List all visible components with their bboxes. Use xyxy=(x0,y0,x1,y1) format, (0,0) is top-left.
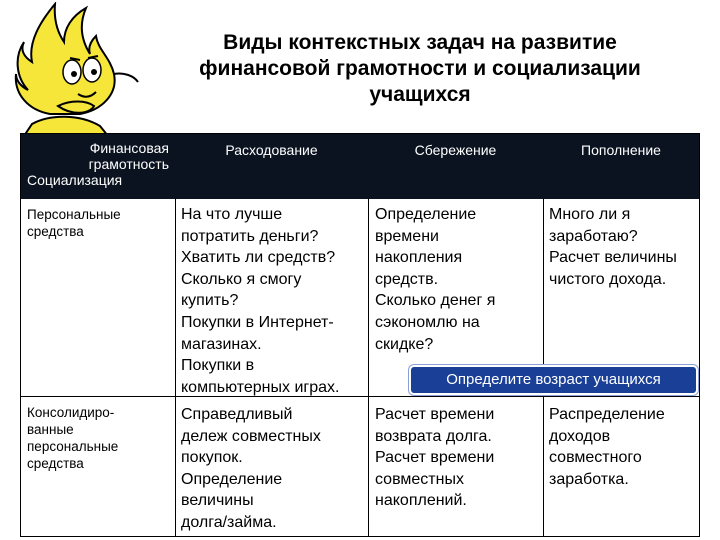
cell-line: совместных xyxy=(375,470,464,488)
cell-line: Определение xyxy=(375,206,477,223)
column-header-saving: Сбережение xyxy=(368,134,543,199)
row-label-line: средства xyxy=(27,456,84,471)
title-line-3: учащихся xyxy=(369,83,471,106)
cell-line: Расчет времени xyxy=(375,406,495,423)
slide-title xyxy=(160,30,680,108)
cell-line: Сколько я смогу xyxy=(181,270,302,288)
title-line-2: финансовой грамотности и социализации xyxy=(199,57,641,80)
header-corner-cell xyxy=(21,134,175,199)
cell-line: заработка. xyxy=(549,470,629,488)
cell-line: заработаю? xyxy=(549,227,638,245)
cell-line: средств. xyxy=(375,270,439,288)
column-header-spending: Расходование xyxy=(175,134,368,199)
row-label-line: Персональные xyxy=(27,207,121,222)
cell-line: На что лучше xyxy=(181,206,283,223)
cell-line: Распределение xyxy=(549,406,665,423)
cell-line: накопления xyxy=(375,249,463,267)
cell-line: покупок. xyxy=(181,449,243,467)
table-cell-replenishment-consolidated xyxy=(549,404,665,490)
cell-line: Определение xyxy=(181,470,283,488)
row-label-personal-funds xyxy=(27,206,172,240)
row-divider xyxy=(21,396,699,397)
cell-line: возврата долга. xyxy=(375,427,492,445)
table-cell-saving-personal xyxy=(375,204,495,355)
context-tasks-table xyxy=(20,133,700,537)
cell-line: Сколько денег я xyxy=(375,292,496,310)
row-label-line: персональные xyxy=(27,439,119,454)
cell-line: долга/займа. xyxy=(181,513,277,531)
row-label-line: Консолидиро- xyxy=(27,405,115,420)
cell-line: скидке? xyxy=(375,335,434,353)
table-cell-spending-personal xyxy=(181,204,339,398)
cell-line: Расчет величины xyxy=(549,249,677,267)
cell-line: Хватить ли средств? xyxy=(181,249,336,267)
title-line-1: Виды контекстных задач на развитие xyxy=(223,31,617,54)
cell-line: компьютерных играх. xyxy=(181,378,340,396)
cell-line: магазинах. xyxy=(181,335,262,353)
cell-line: Справедливый xyxy=(181,406,293,423)
column-divider xyxy=(175,199,176,536)
column-divider xyxy=(368,199,369,536)
corner-label-literacy: грамотность xyxy=(88,156,169,172)
corner-label-socialization: Социализация xyxy=(27,172,123,188)
cell-line: дележ совместных xyxy=(181,427,321,445)
table-cell-replenishment-personal xyxy=(549,204,677,290)
column-header-replenishment: Пополнение xyxy=(543,134,699,199)
corner-label-financial: Финансовая xyxy=(89,140,169,156)
cell-line: купить? xyxy=(181,292,239,310)
cell-line: потратить деньги? xyxy=(181,227,319,245)
cell-line: Много ли я xyxy=(549,206,631,223)
cell-line: времени xyxy=(375,227,439,245)
cell-line: величины xyxy=(181,492,254,510)
cell-line: накоплений. xyxy=(375,492,467,510)
row-label-line: средства xyxy=(27,224,84,239)
table-cell-saving-consolidated xyxy=(375,404,494,512)
cell-line: Покупки в xyxy=(181,357,255,375)
table-cell-spending-consolidated xyxy=(181,404,321,534)
row-label-consolidated-funds xyxy=(27,404,172,472)
determine-student-age-button[interactable]: Определите возраст учащихся xyxy=(409,365,698,395)
row-label-line: ванные xyxy=(27,422,74,437)
cell-line: Покупки в Интернет- xyxy=(181,313,334,331)
cell-line: чистого дохода. xyxy=(549,270,667,288)
thinking-flame-mascot-icon xyxy=(10,2,160,137)
cell-line: Расчет времени xyxy=(375,449,495,467)
cell-line: доходов xyxy=(549,427,611,445)
cell-line: сэкономлю на xyxy=(375,313,480,331)
cell-line: совместного xyxy=(549,449,642,467)
